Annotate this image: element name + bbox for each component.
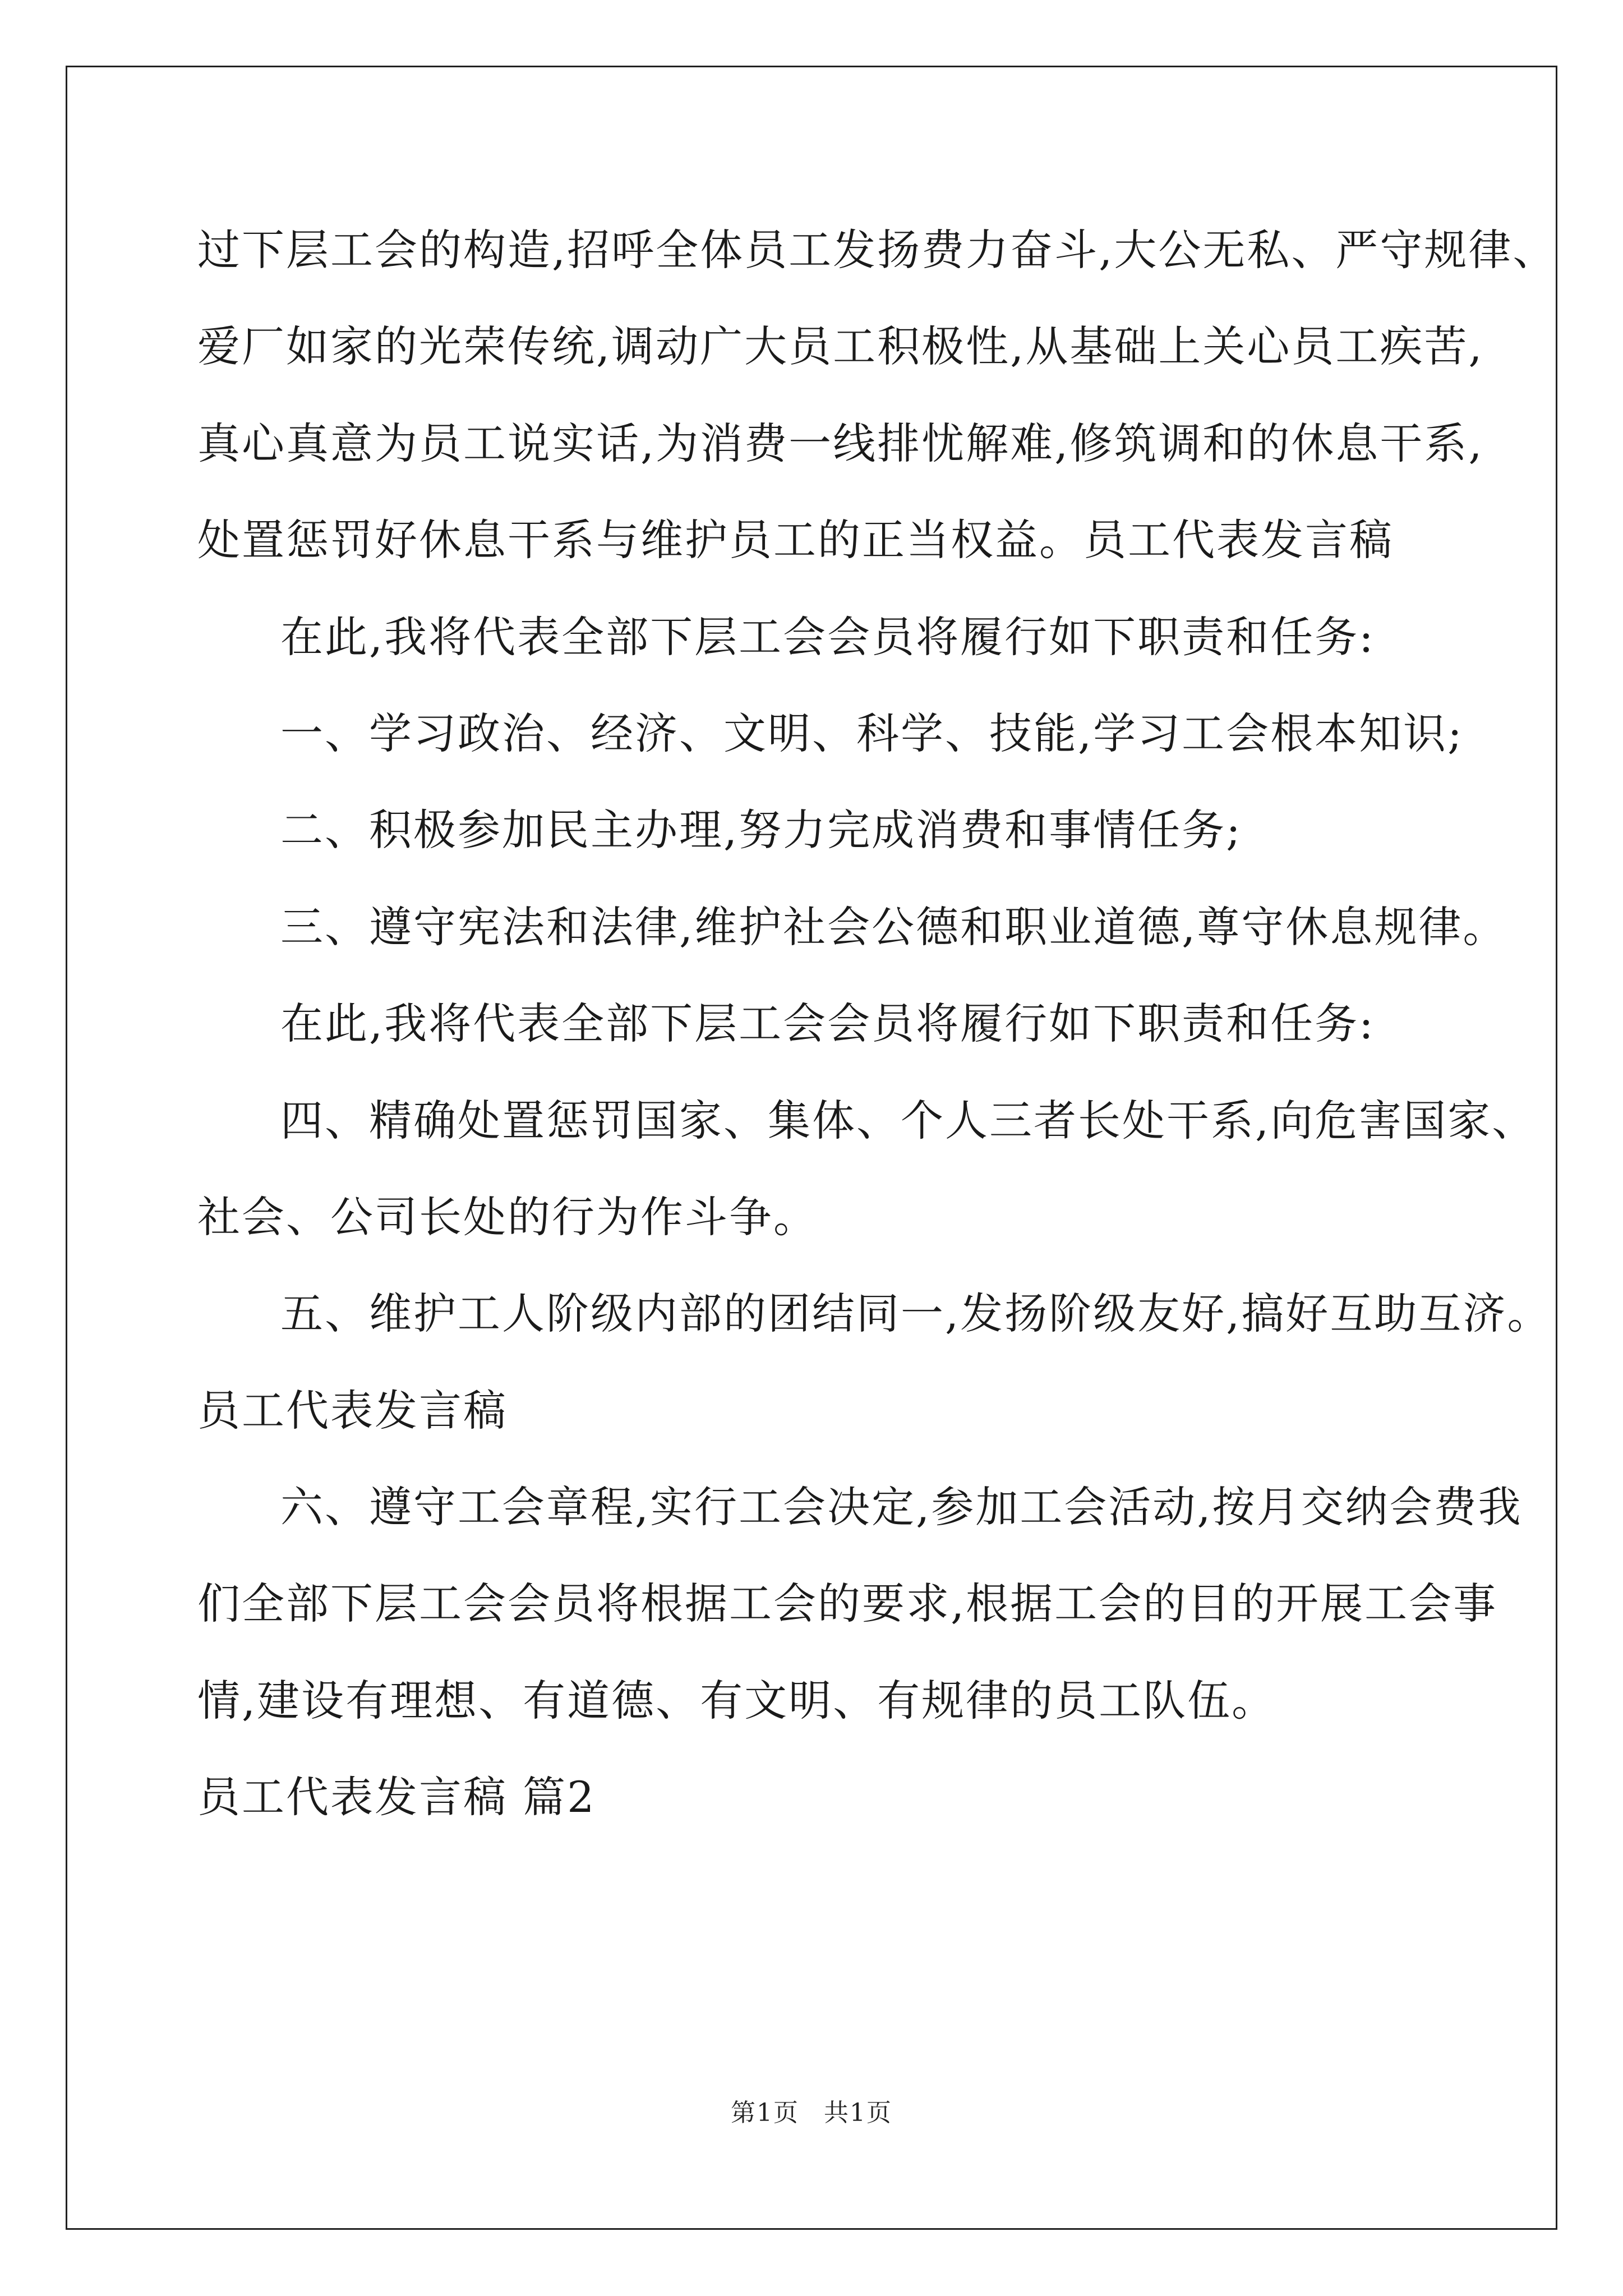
text-line: 四、精确处置惩罚国家、集体、个人三者长处干系,向危害国家、 (280, 1095, 1537, 1145)
text-line: 过下层工会的构造,招呼全体员工发扬费力奋斗,大公无私、严守规律、 (197, 225, 1557, 275)
text-line: 六、遵守工会章程,实行工会决定,参加工会活动,按月交纳会费我 (280, 1482, 1523, 1533)
text-line: 在此,我将代表全部下层工会会员将履行如下职责和任务: (280, 611, 1375, 662)
text-line: 二、积极参加民主办理,努力完成消费和事情任务; (280, 805, 1242, 855)
text-line: 五、维护工人阶级内部的团结同一,发扬阶级友好,搞好互助互济。 (280, 1289, 1552, 1339)
text-line: 处置惩罚好休息干系与维护员工的正当权益。员工代表发言稿 (197, 515, 1394, 565)
section-heading: 员工代表发言稿 篇2 (197, 1772, 596, 1823)
text-line: 爱厂如家的光荣传统,调动广大员工积极性,从基础上关心员工疾苦, (197, 321, 1484, 372)
text-line: 一、学习政治、经济、文明、科学、技能,学习工会根本知识; (280, 708, 1464, 758)
text-line: 社会、公司长处的行为作斗争。 (197, 1191, 818, 1242)
text-line: 们全部下层工会会员将根据工会的要求,根据工会的目的开展工会事 (197, 1579, 1498, 1629)
document-body (197, 202, 1557, 1846)
page-footer (0, 2092, 1623, 2128)
text-line: 真心真意为员工说实话,为消费一线排忧解难,修筑调和的休息干系, (197, 418, 1484, 468)
text-line: 员工代表发言稿 (197, 1385, 508, 1435)
text-line: 在此,我将代表全部下层工会会员将履行如下职责和任务: (280, 999, 1375, 1049)
text-line: 三、遵守宪法和法律,维护社会公德和职业道德,尊守休息规律。 (280, 901, 1507, 952)
page-number: 第1页 (731, 2099, 799, 2127)
page-total: 共1页 (824, 2099, 892, 2127)
text-line: 情,建设有理想、有道德、有文明、有规律的员工队伍。 (197, 1675, 1276, 1726)
